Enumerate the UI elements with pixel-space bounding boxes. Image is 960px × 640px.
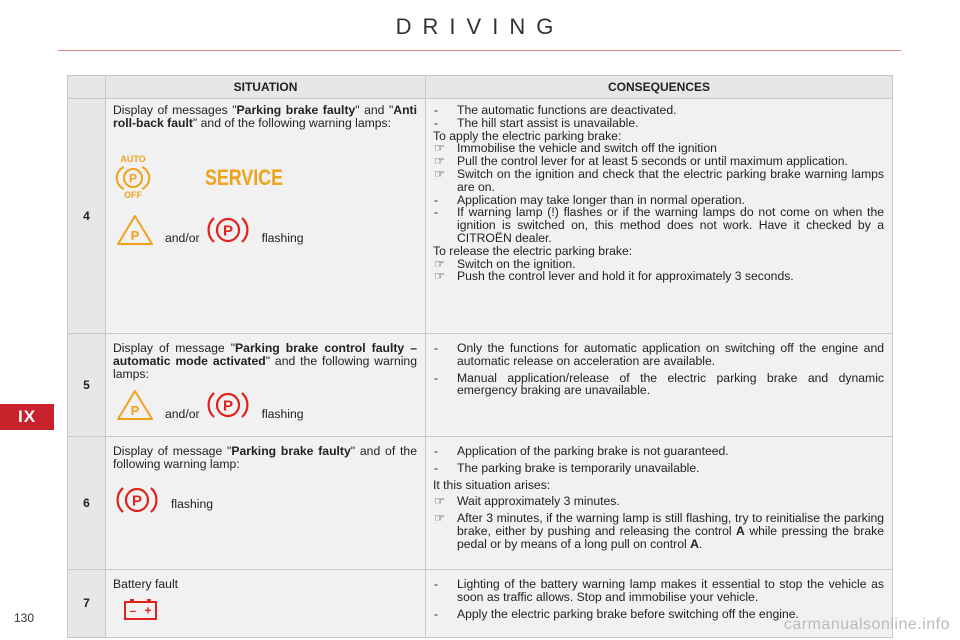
situation-text: Display of messages "Parking brake faulty" and "Anti roll-back fault" and of the following warning lamps: (113, 103, 417, 130)
park-brake-red-icon (206, 213, 250, 247)
consequence-line: To apply the electric parking brake: (433, 128, 622, 143)
andor-label: and/or (165, 230, 200, 245)
consequences-cell (426, 437, 893, 570)
flashing-label: flashing (261, 230, 304, 245)
consequences-cell (426, 99, 893, 334)
svg-text:P: P (130, 227, 140, 243)
svg-text:–: – (129, 603, 137, 618)
svg-text:P: P (131, 492, 143, 510)
svg-text:P: P (128, 171, 138, 186)
consequence-line: ☞ Wait approximately 3 minutes. (434, 494, 620, 509)
table-row (68, 99, 893, 334)
situation-text: Display of message "Parking brake control faulty – automatic mode activated" and the following warning lamps: (113, 341, 417, 381)
consequence-line: - The hill start assist is unavailable. (434, 115, 639, 130)
consequence-line: - Lighting of the battery warning lamp makes it essential to stop the vehicle as soon as traffic allows. Stop and immobilise your vehicle. (434, 577, 884, 604)
table-header-row (68, 76, 893, 99)
svg-text:P: P (222, 397, 233, 415)
header-divider (58, 50, 901, 51)
row-number: 5 (68, 334, 106, 437)
svg-text:P: P (130, 403, 140, 419)
header-situation: SITUATION (106, 76, 426, 99)
consequence-line: - The automatic functions are deactivated. (434, 103, 677, 117)
table-row (68, 334, 893, 437)
flashing-label: flashing (171, 496, 214, 511)
fault-table (67, 75, 893, 638)
consequence-line: - Manual application/release of the electric parking brake and dynamic emergency braking are unavailable. (434, 370, 884, 398)
page-title: DRIVING (395, 14, 565, 39)
consequence-line: ☞ Switch on the ignition. (434, 256, 576, 271)
consequence-line: ☞ Immobilise the vehicle and switch off the ignition (434, 141, 717, 156)
svg-text:OFF: OFF (124, 189, 142, 199)
situation-cell (106, 99, 426, 334)
park-brake-red-icon (115, 483, 159, 517)
svg-text:SERVICE: SERVICE (205, 164, 283, 190)
consequence-line: ☞ Push the control lever and hold it for approximately 3 seconds. (434, 269, 794, 284)
service-icon (205, 153, 295, 199)
situation-cell (106, 334, 426, 437)
svg-text:+: + (144, 603, 152, 618)
consequence-line: - Application of the parking brake is not guaranteed. (434, 444, 729, 458)
watermark: carmanualsonline.info (783, 616, 950, 633)
consequence-line: To release the electric parking brake: (433, 243, 633, 258)
andor-label: and/or (165, 406, 200, 421)
header-num-cell (68, 76, 106, 99)
consequence-line: ☞ Switch on the ignition and check that the electric parking brake warning lamps are on. (434, 166, 884, 194)
park-brake-red-icon (206, 388, 250, 422)
brake-warning-triangle-icon (115, 213, 155, 247)
row-number: 7 (68, 570, 106, 638)
svg-text:P: P (222, 222, 233, 240)
chapter-tab: IX (0, 404, 54, 430)
page-number: 130 (14, 611, 35, 625)
brake-warning-triangle-icon (115, 388, 155, 422)
consequence-line: - Apply the electric parking brake before switching off the engine. (434, 606, 799, 621)
situation-text: Battery fault (113, 577, 179, 591)
row-number: 6 (68, 437, 106, 570)
consequence-line: It this situation arises: (433, 477, 551, 492)
consequence-line: - Application may take longer than in normal operation. (434, 192, 745, 207)
svg-text:AUTO: AUTO (120, 153, 146, 164)
situation-cell (106, 570, 426, 638)
table-row (68, 437, 893, 570)
consequences-cell (426, 334, 893, 437)
flashing-label: flashing (261, 406, 304, 421)
header-consequences: CONSEQUENCES (426, 76, 893, 99)
auto-park-brake-icon (113, 153, 153, 199)
consequence-line: - The parking brake is temporarily unavailable. (434, 460, 700, 475)
row-number: 4 (68, 99, 106, 334)
consequence-line: ☞ Pull the control lever for at least 5 seconds or until maximum application. (434, 154, 848, 169)
situation-text: Display of message "Parking brake faulty" and of the following warning lamp: (113, 444, 417, 471)
table-row (68, 570, 893, 638)
consequence-line: - Only the functions for automatic application on switching off the engine and automatic release on acceleration are available. (434, 341, 884, 368)
consequence-line: ☞ After 3 minutes, if the warning lamp is still flashing, try to reinitialise the parking brake, either by pushing and releasing the control A while pressing the brake pedal or by means of a long pull on control A. (434, 511, 885, 551)
battery-icon (121, 597, 161, 623)
situation-cell (106, 437, 426, 570)
consequence-line: - If warning lamp (!) flashes or if the warning lamps do not come on when the ignition is switched on, this method does not work. Have it checked by a CITROËN dealer. (434, 205, 884, 245)
